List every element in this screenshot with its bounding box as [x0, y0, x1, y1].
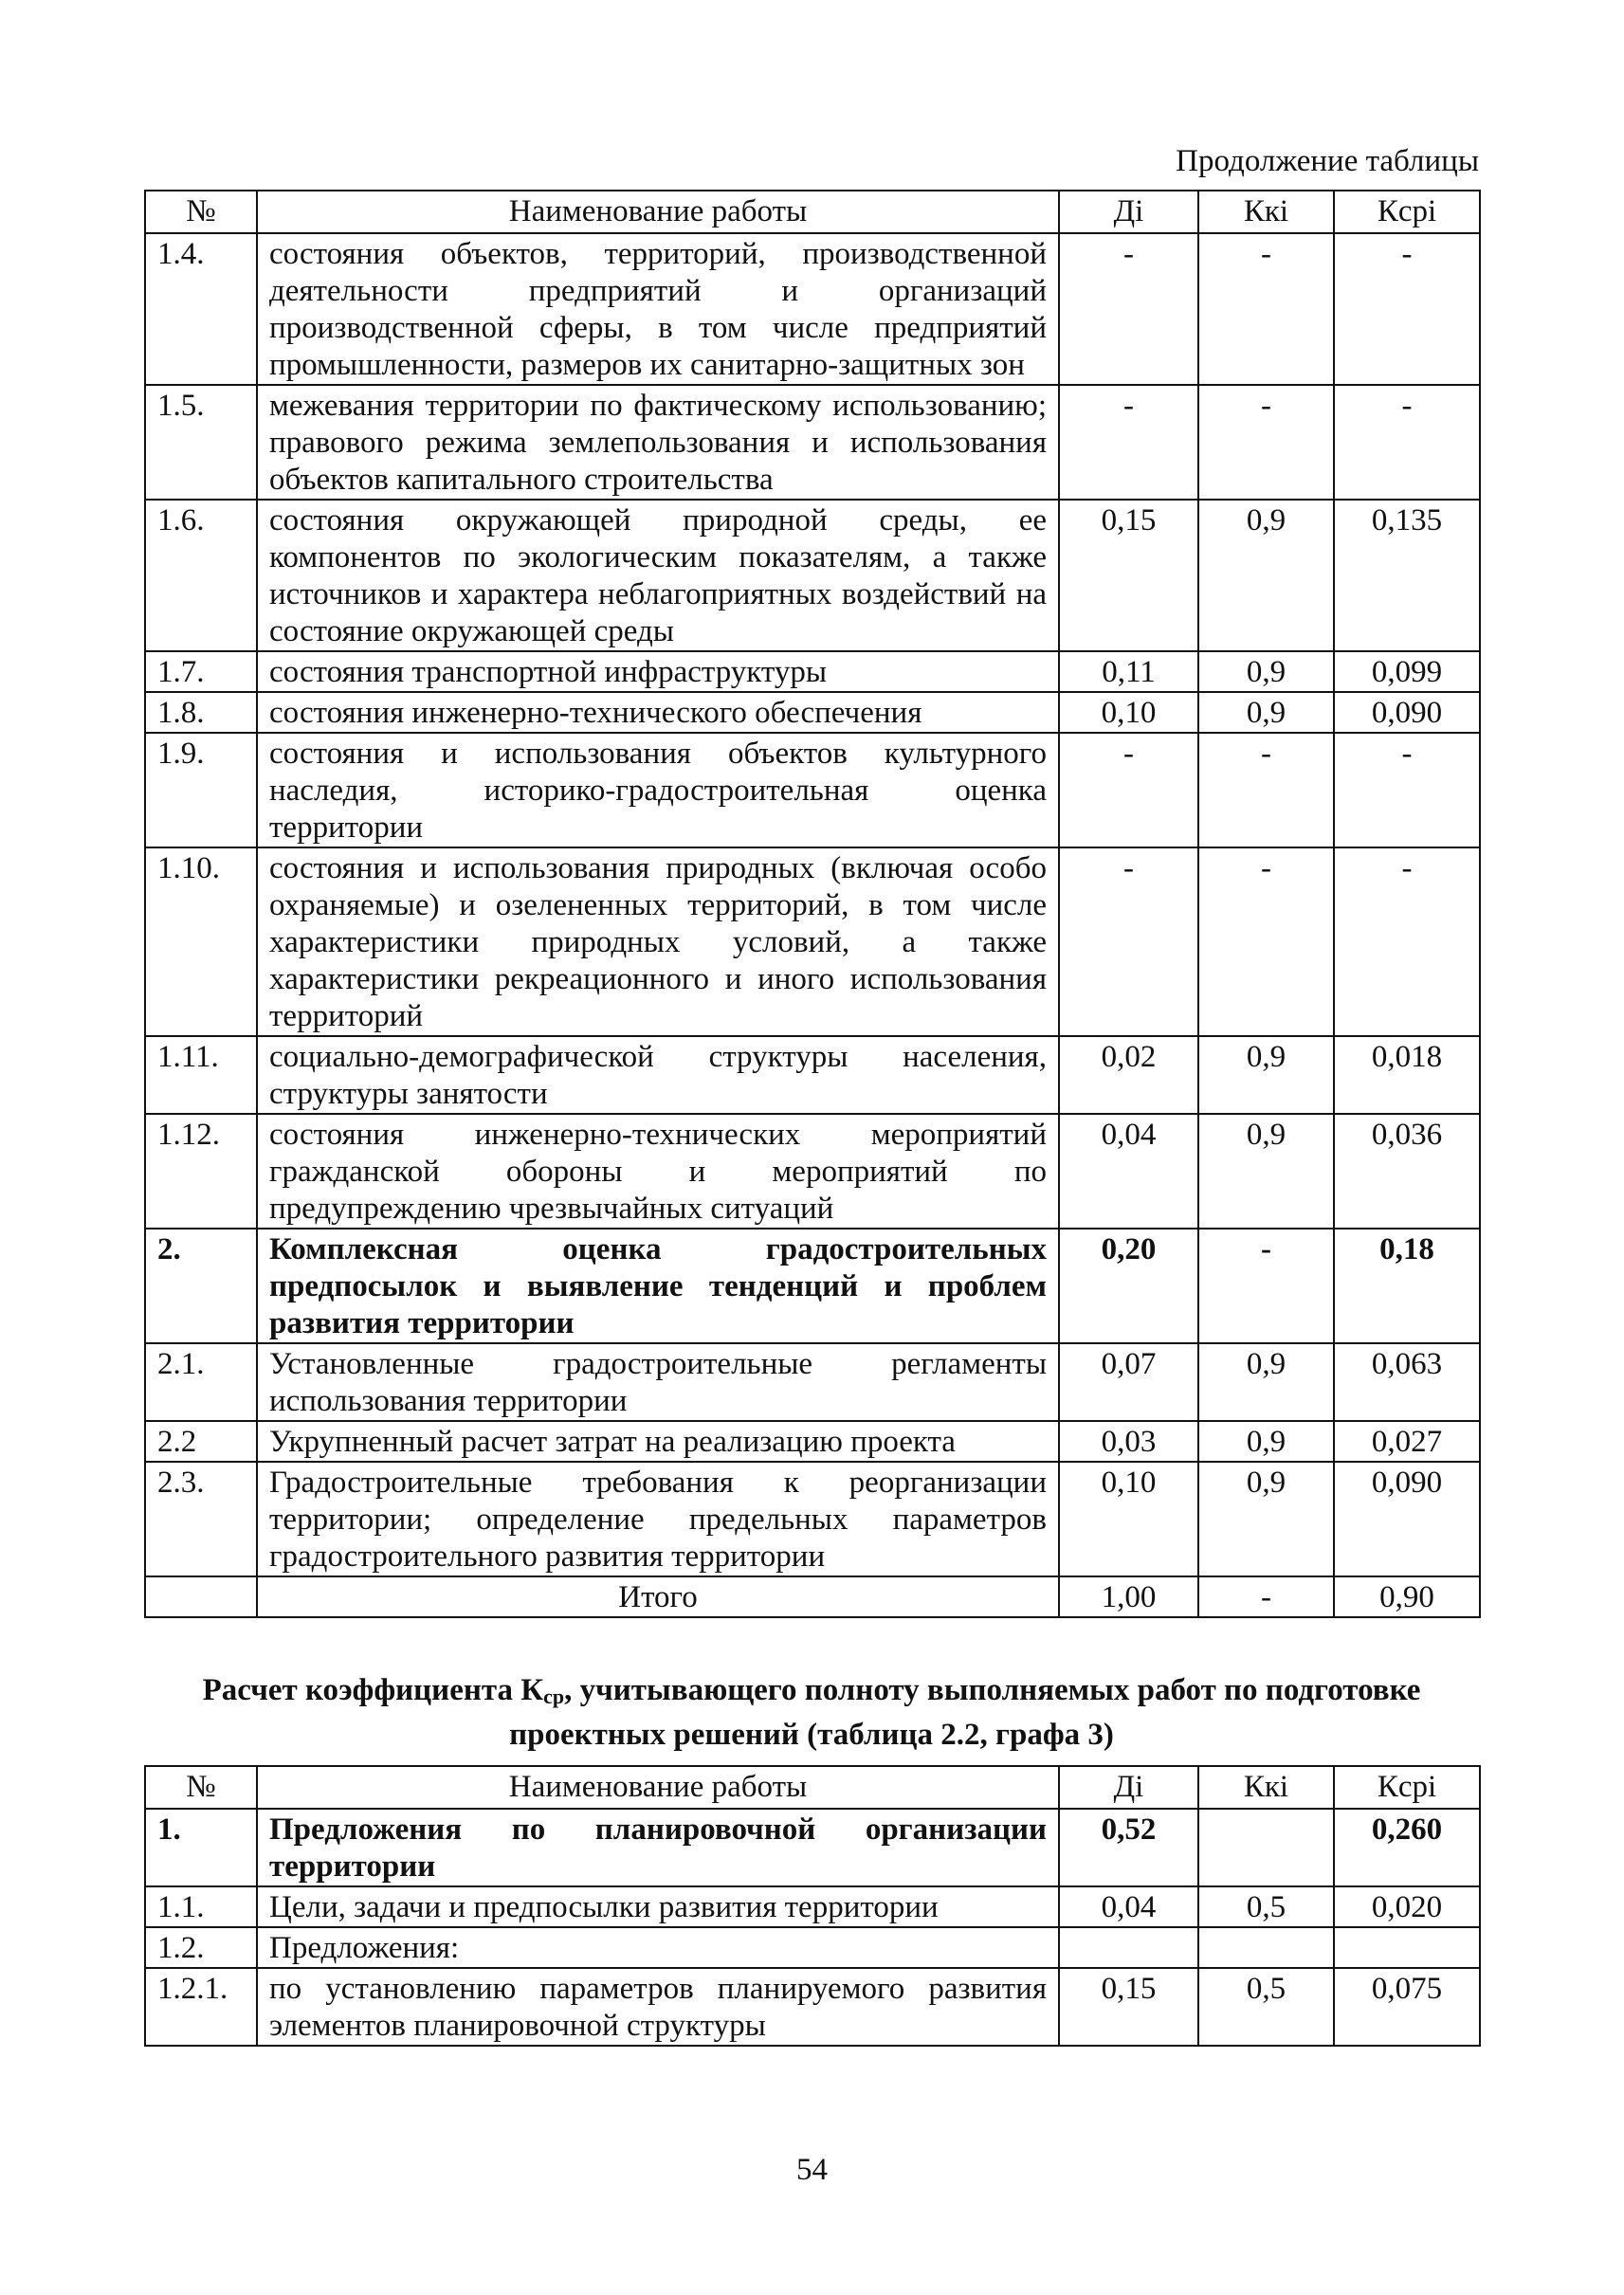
header-s: Кcpi — [1334, 191, 1480, 233]
total-num-cell — [145, 1576, 257, 1617]
row-name: состояния транспортной инфраструктуры — [257, 651, 1059, 692]
continuation-note: Продолжение таблицы — [1176, 144, 1479, 178]
row-name: социально-демографической структуры населения, структуры занятости — [257, 1036, 1059, 1114]
row-s: 0,099 — [1334, 651, 1480, 692]
row-num: 1.8. — [145, 692, 257, 733]
row-k: 0,5 — [1198, 1968, 1334, 2046]
row-k: 0,9 — [1198, 1462, 1334, 1576]
row-k: - — [1198, 233, 1334, 385]
table-row — [145, 1886, 1480, 1927]
row-name: состояния и использования природных (включая особо охраняемые) и озелененных территорий, в том числе характеристики природных условий, а также характеристики рекреационного и иного использования территорий — [257, 847, 1059, 1036]
row-k — [1198, 1809, 1334, 1886]
header-s: Кcpi — [1334, 1766, 1480, 1809]
row-k: - — [1198, 847, 1334, 1036]
row-k: - — [1198, 385, 1334, 500]
row-k: 0,9 — [1198, 651, 1334, 692]
row-k: - — [1198, 1229, 1334, 1343]
total-row — [145, 1576, 1480, 1617]
table-row — [145, 1462, 1480, 1576]
table-row — [145, 1809, 1480, 1886]
table-body — [145, 233, 1480, 1576]
row-d — [1059, 1927, 1198, 1968]
row-d: - — [1059, 385, 1198, 500]
row-s: 0,036 — [1334, 1114, 1480, 1229]
table-row — [145, 1421, 1480, 1462]
row-s: 0,027 — [1334, 1421, 1480, 1462]
row-name: состояния инженерно-технических мероприятий гражданской обороны и мероприятий по предупреждению чрезвычайных ситуаций — [257, 1114, 1059, 1229]
table-row — [145, 847, 1480, 1036]
row-s: - — [1334, 733, 1480, 847]
row-k: 0,9 — [1198, 1421, 1334, 1462]
table-header-row — [145, 1766, 1480, 1809]
total-k: - — [1198, 1576, 1334, 1617]
table-row — [145, 233, 1480, 385]
row-name: состояния окружающей природной среды, ее компонентов по экологическим показателям, а также источников и характера неблагоприятных воздействий на состояние окружающей среды — [257, 500, 1059, 651]
table-row — [145, 1968, 1480, 2046]
table-row — [145, 733, 1480, 847]
row-num: 2.1. — [145, 1343, 257, 1421]
row-d: 0,15 — [1059, 500, 1198, 651]
table-row — [145, 385, 1480, 500]
table-row — [145, 1343, 1480, 1421]
row-num: 1.2. — [145, 1927, 257, 1968]
row-k: 0,9 — [1198, 692, 1334, 733]
row-name: состояния объектов, территорий, производственной деятельности предприятий и организаций производственной сферы, в том числе предприятий промышленности, размеров их санитарно-защитных зон — [257, 233, 1059, 385]
row-name: Градостроительные требования к реорганизации территории; определение предельных параметров градостроительного развития территории — [257, 1462, 1059, 1576]
row-num: 1.6. — [145, 500, 257, 651]
row-name: состояния инженерно-технического обеспечения — [257, 692, 1059, 733]
total-label: Итого — [257, 1576, 1059, 1617]
row-name: Предложения: — [257, 1927, 1059, 1968]
row-num: 1.9. — [145, 733, 257, 847]
row-name: Комплексная оценка градостроительных предпосылок и выявление тенденций и проблем развития территории — [257, 1229, 1059, 1343]
row-k: 0,9 — [1198, 1343, 1334, 1421]
row-k: 0,9 — [1198, 1036, 1334, 1114]
table-row — [145, 1229, 1480, 1343]
row-d: - — [1059, 733, 1198, 847]
row-num: 1.12. — [145, 1114, 257, 1229]
row-num: 1.7. — [145, 651, 257, 692]
header-k: Ккi — [1198, 1766, 1334, 1809]
table-row — [145, 1036, 1480, 1114]
row-name: Предложения по планировочной организации территории — [257, 1809, 1059, 1886]
row-name: межевания территории по фактическому использованию; правового режима землепользования и использования объектов капитального строительства — [257, 385, 1059, 500]
row-s: - — [1334, 847, 1480, 1036]
row-num: 1.1. — [145, 1886, 257, 1927]
header-name: Наименование работы — [257, 1766, 1059, 1809]
row-s: 0,135 — [1334, 500, 1480, 651]
row-num: 1.4. — [145, 233, 257, 385]
header-num: № — [145, 1766, 257, 1809]
header-d: Дi — [1059, 191, 1198, 233]
row-name: Цели, задачи и предпосылки развития территории — [257, 1886, 1059, 1927]
row-d: 0,15 — [1059, 1968, 1198, 2046]
row-num: 2.2 — [145, 1421, 257, 1462]
header-k: Ккi — [1198, 191, 1334, 233]
row-num: 1.10. — [145, 847, 257, 1036]
row-name: Укрупненный расчет затрат на реализацию проекта — [257, 1421, 1059, 1462]
row-s: - — [1334, 233, 1480, 385]
row-s: - — [1334, 385, 1480, 500]
table-row — [145, 1114, 1480, 1229]
row-s: 0,075 — [1334, 1968, 1480, 2046]
row-d: 0,02 — [1059, 1036, 1198, 1114]
section-title-part2: , учитывающего полноту выполняемых работ по подготовке проектных решений (таблица 2.2, графа 3) — [509, 1673, 1421, 1752]
table-body — [145, 1809, 1480, 2046]
row-k: 0,5 — [1198, 1886, 1334, 1927]
header-name: Наименование работы — [257, 191, 1059, 233]
row-k: 0,9 — [1198, 1114, 1334, 1229]
header-num: № — [145, 191, 257, 233]
row-d: 0,10 — [1059, 1462, 1198, 1576]
row-s — [1334, 1927, 1480, 1968]
row-d: 0,07 — [1059, 1343, 1198, 1421]
table-row — [145, 1927, 1480, 1968]
table-row — [145, 500, 1480, 651]
row-d: 0,03 — [1059, 1421, 1198, 1462]
row-num: 1.11. — [145, 1036, 257, 1114]
row-s: 0,018 — [1334, 1036, 1480, 1114]
row-num: 1.5. — [145, 385, 257, 500]
header-d: Дi — [1059, 1766, 1198, 1809]
page-number: 54 — [796, 2153, 828, 2187]
row-s: 0,090 — [1334, 1462, 1480, 1576]
row-num: 1. — [145, 1809, 257, 1886]
section-title-subscript: ср — [543, 1685, 565, 1708]
row-d: 0,20 — [1059, 1229, 1198, 1343]
row-name: по установлению параметров планируемого развития элементов планировочной структуры — [257, 1968, 1059, 2046]
section-title — [144, 1671, 1479, 1755]
row-k: - — [1198, 733, 1334, 847]
row-s: 0,063 — [1334, 1343, 1480, 1421]
work-table-ksr — [144, 1765, 1481, 2047]
row-s: 0,020 — [1334, 1886, 1480, 1927]
row-s: 0,18 — [1334, 1229, 1480, 1343]
row-num: 2. — [145, 1229, 257, 1343]
row-s: 0,260 — [1334, 1809, 1480, 1886]
row-name: Установленные градостроительные регламенты использования территории — [257, 1343, 1059, 1421]
table-row — [145, 651, 1480, 692]
table-header-row — [145, 191, 1480, 233]
total-d: 1,00 — [1059, 1576, 1198, 1617]
row-d: - — [1059, 233, 1198, 385]
row-d: 0,04 — [1059, 1114, 1198, 1229]
row-name: состояния и использования объектов культурного наследия, историко-градостроительная оценка территории — [257, 733, 1059, 847]
row-s: 0,090 — [1334, 692, 1480, 733]
total-s: 0,90 — [1334, 1576, 1480, 1617]
row-k — [1198, 1927, 1334, 1968]
row-d: 0,04 — [1059, 1886, 1198, 1927]
row-d: 0,10 — [1059, 692, 1198, 733]
work-table-continued — [144, 190, 1481, 1618]
row-num: 2.3. — [145, 1462, 257, 1576]
row-d: - — [1059, 847, 1198, 1036]
section-title-part1: Расчет коэффициента К — [202, 1673, 544, 1707]
row-d: 0,11 — [1059, 651, 1198, 692]
row-d: 0,52 — [1059, 1809, 1198, 1886]
row-k: 0,9 — [1198, 500, 1334, 651]
table-row — [145, 692, 1480, 733]
row-num: 1.2.1. — [145, 1968, 257, 2046]
